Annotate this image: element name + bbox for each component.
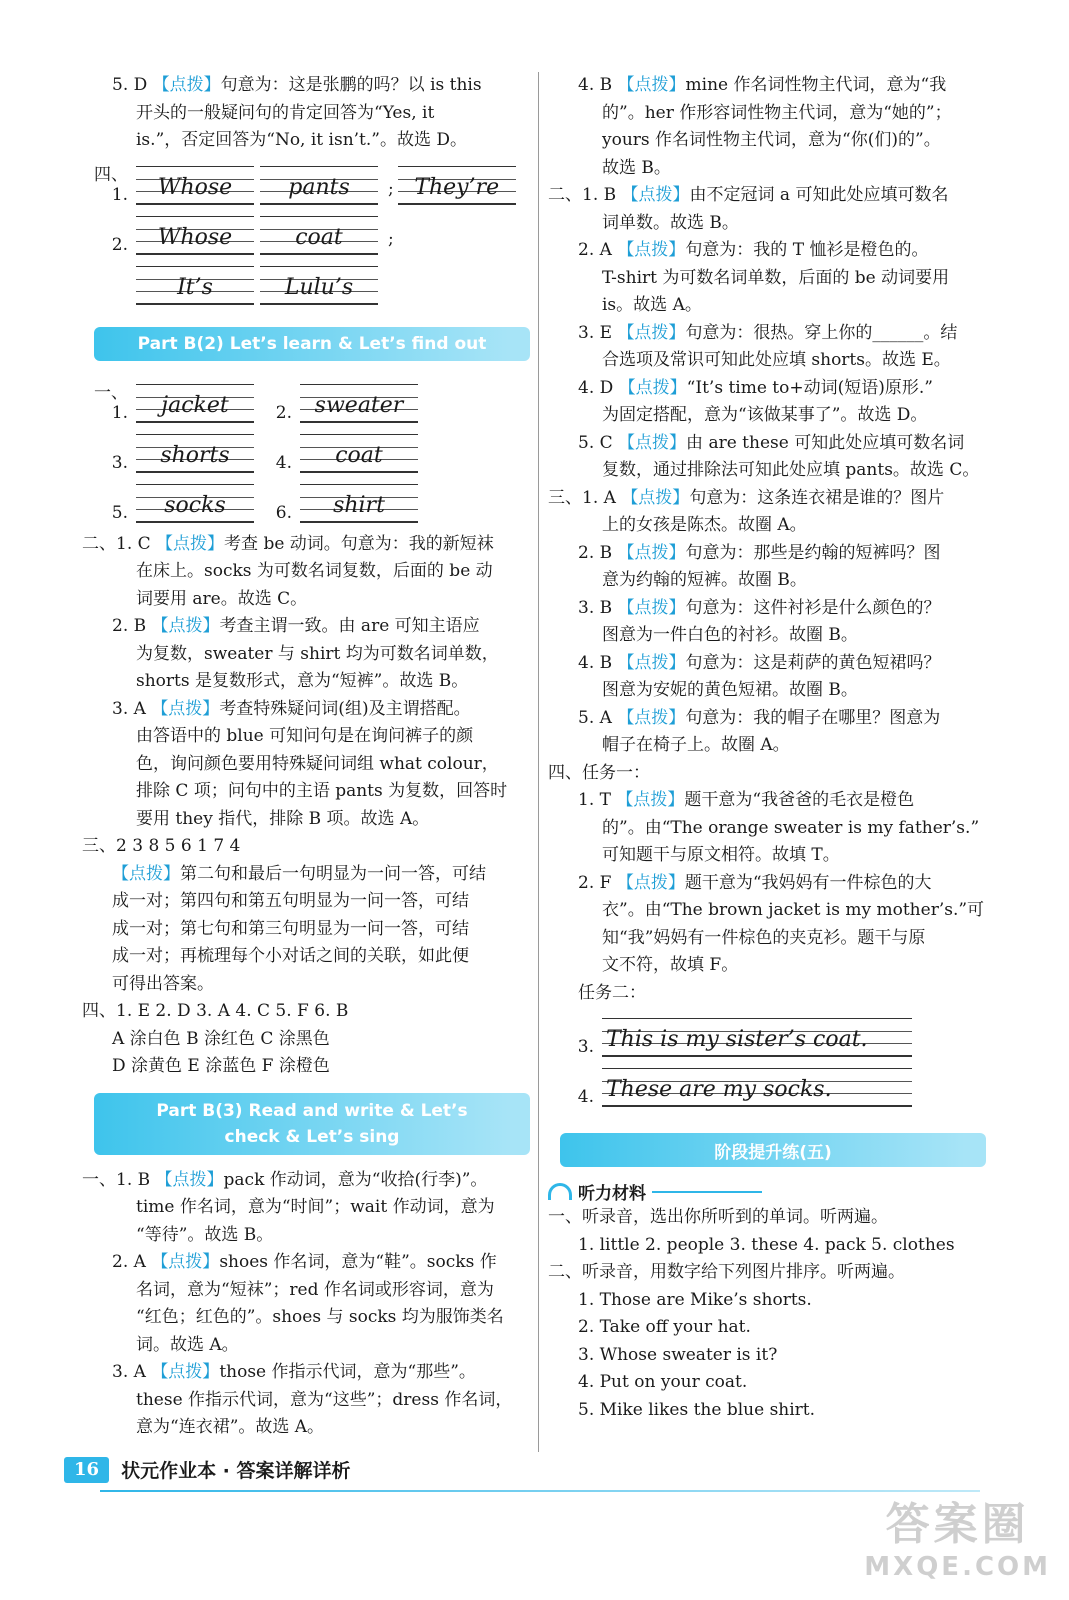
sentence-row: 3. This is my sister’s coat. [548,1007,986,1057]
answer-line: 三、1. A 【点拨】句意为：这条连衣裙是谁的？图片 [548,487,945,508]
writing-box: shirt [300,484,418,523]
answer-line: 2. A 【点拨】句意为：我的 T 恤衫是橙色的。 [578,240,929,260]
writing-box: pants [260,166,378,205]
writing-box: Lulu’s [260,266,378,305]
page-footer [64,1456,351,1483]
left-column: 5. D 【点拨】句意为：这是张鹏的吗？以 is this 开头的一般疑问句的肯定回答为“Yes, it is.”，否定回答为“No, it isn’t.”。故选 D。 四、1. Whose pants ; They’re 2. Whose coat ; It’s Lulu’s Part B(2) Let’s learn & Let’s find out 一、1. jacket 2. sweater 3. shorts 4. coat 5. socks 6. shirt 二、1. C 【点拨】考查 be 动词。句意为：我的新短袜 在床上。socks 为可数名词复数，后面的 be 动 词要用 are。故选 C。 2. B 【点拨】考查主谓一致。由 are 可知主语应 为复数，sweater 与 shirt 均为可数名词单数， shorts 是复数形式，意为“短裤”。故选 B。 3. A 【点拨】考查特殊疑问词(组)及主谓搭配。 由答语中的 blue 可知问句是在询问裤子的颜 色，询问颜色要用特殊疑问词组 what colour， 排除 C 项；问句中的主语 pants 为复数，回答时 要用 they 指代，排除 B 项。故选 A。 三、2 3 8 5 6 1 7 4 【点拨】第二句和最后一句明显为一问一答，可结 成一对；第四句和第五句明显为一问一答，可结 成一对；第七句和第三句明显为一问一答，可结 成一对；再梳理每个小对话之间的关联，如此便 可得出答案。 四、1. E 2. D 3. A 4. C 5. F 6. B A 涂白色 B 涂红色 C 涂黑色 D 涂黄色 E 涂蓝色 F 涂橙色 Part B(3) Read and write & Let’s check & Let’s sing 一、1. B 【点拨】pack 作动词，意为“收拾(行李)”。 time 作名词，意为“时间”；wait 作动词，意为 “等待”。故选 B。 2. A 【点拨】shoes 作名词，意为“鞋”。socks 作 名词，意为“短袜”；red 作名词或形容词，意为 “红色；红色的”。shoes 与 socks 均为服饰类名 词。故选 A。 3. A 【点拨】those 作指示代词，意为“那些”。 these 作指示代词，意为“这些”；dress 作名词， 意为“连衣裙”。故选 A。 [82,72,530,1442]
answer-line: 3. B 【点拨】句意为：这件衬衫是什么颜色的？ [578,597,941,618]
answer-line: 2. F 【点拨】题干意为“我妈妈有一件棕色的大 [578,872,932,893]
section-banner: Part B(3) Read and write & Let’s check & Let’s sing [94,1093,530,1155]
writing-box: Whose [136,166,254,205]
answer-line: 3. A 【点拨】考查特殊疑问词(组)及主谓搭配。 [112,698,471,719]
writing-box: sweater [300,384,418,423]
answer-line: 5. D 【点拨】句意为：这是张鹏的吗？以 is this [112,75,482,95]
column-divider [538,72,539,1452]
answer-line: is.”，否定回答为“No, it isn’t.”。故选 D。 [136,130,468,150]
writing-box: These are my socks. [602,1068,912,1107]
footer-line [100,1490,980,1492]
answer-line: 2. B 【点拨】考查主谓一致。由 are 可知主语应 [112,616,480,636]
answer-line: 【点拨】第二句和最后一句明显为一问一答，可结 [112,863,486,884]
writing-box: This is my sister’s coat. [602,1018,912,1057]
listening-line: 1. little 2. people 3. these 4. pack 5. clothes [578,1234,955,1255]
answer-line: 一、1. B 【点拨】pack 作动词，意为“收拾(行李)”。 [82,1169,488,1190]
answer-line: 二、1. C 【点拨】考查 be 动词。句意为：我的新短袜 [82,533,494,554]
answer-line: 2. B 【点拨】句意为：那些是约翰的短裤吗？图 [578,542,941,563]
writing-box: They’re [398,166,516,205]
answer-line: 4. B 【点拨】句意为：这是莉萨的黄色短裙吗？ [578,652,941,673]
page-number: 16 [64,1457,109,1483]
answer-line: 5. A 【点拨】句意为：我的帽子在哪里？图意为 [578,707,941,728]
sentence-row: 4. These are my socks. [548,1057,986,1107]
writing-box: socks [136,484,254,523]
writing-box: shorts [136,434,254,473]
answer-line: 2. A 【点拨】shoes 作名词，意为“鞋”。socks 作 [112,1252,497,1272]
writing-row: 2. Whose coat ; [82,205,530,255]
answer-line: 四、1. E 2. D 3. A 4. C 5. F 6. B [82,1001,349,1021]
writing-row: 四、1. Whose pants ; They’re [82,155,530,205]
writing-box: coat [300,434,418,473]
writing-box: coat [260,216,378,255]
answer-line: 二、1. B 【点拨】由不定冠词 a 可知此处应填可数名 [548,185,949,205]
vocab-row: 3. shorts 4. coat [82,423,530,473]
writing-box: jacket [136,384,254,423]
headphone-icon [548,1183,572,1200]
footer-title: 状元作业本 · 答案详解详析 [121,1460,351,1482]
writing-box: It’s [136,266,254,305]
watermark-logo: 答案圈 MXQE.COM [864,1499,1051,1582]
answer-line: 三、2 3 8 5 6 1 7 4 [82,836,241,856]
listening-line: 一、听录音，选出你所听到的单词。听两遍。 [548,1207,888,1227]
answer-line: 3. A 【点拨】those 作指示代词，意为“那些”。 [112,1362,476,1382]
answer-line: 4. D 【点拨】“It’s time to+动词(短语)原形.” [578,377,933,398]
writing-row [82,255,530,305]
section-banner: Part B(2) Let’s learn & Let’s find out [94,327,530,361]
listening-line: 二、听录音，用数字给下列图片排序。听两遍。 [548,1262,905,1282]
answer-line: 3. E 【点拨】句意为：很热。穿上你的______。结 [578,322,958,343]
answer-line: 开头的一般疑问句的肯定回答为“Yes, it [136,102,435,123]
answer-line: 1. T 【点拨】题干意为“我爸爸的毛衣是橙色 [578,790,915,810]
answer-line: 5. C 【点拨】由 are these 可知此处应填可数名词 [578,432,965,453]
section-banner: 阶段提升练(五) [560,1133,986,1167]
listening-header: 听力材料 [548,1179,986,1204]
right-column: 4. B 【点拨】mine 作名词性物主代词，意为“我 的”。her 作形容词性物主代词，意为“她的”； yours 作名词性物主代词，意为“你(们)的”。 故选 B。 二、1. B 【点拨】由不定冠词 a 可知此处应填可数名 词单数。故选 B。 2. A 【点拨】句意为：我的 T 恤衫是橙色的。 T-shirt 为可数名词单数，后面的 be 动词要用 is。故选 A。 3. E 【点拨】句意为：很热。穿上你的______。结 合选项及常识可知此处应填 shorts。故选 E。 4. D 【点拨】“It’s time to+动词(短语)原形.” 为固定搭配，意为“该做某事了”。故选 D。 5. C 【点拨】由 are these 可知此处应填可数名词 复数，通过排除法可知此处应填 pants。故选 C。 三、1. A 【点拨】句意为：这条连衣裙是谁的？图片 上的女孩是陈杰。故圈 A。 2. B 【点拨】句意为：那些是约翰的短裤吗？图 意为约翰的短裤。故圈 B。 3. B 【点拨】句意为：这件衬衫是什么颜色的？ 图意为一件白色的衬衫。故圈 B。 4. B 【点拨】句意为：这是莉萨的黄色短裙吗？ 图意为安妮的黄色短裙。故圈 B。 5. A 【点拨】句意为：我的帽子在哪里？图意为 帽子在椅子上。故圈 A。 四、任务一： 1. T 【点拨】题干意为“我爸爸的毛衣是橙色 的”。由“The orange sweater is my father’s.” 可知题干与原文相符。故填 T。 2. F 【点拨】题干意为“我妈妈有一件棕色的大 衣”。由“The brown jacket is my mother’s.”可 知“我”妈妈有一件棕色的夹克衫。题干与原 文不符，故填 F。 任务二： 3. This is my sister’s coat. 4. These are my socks. 阶段提升练(五) 听力材料 一、听录音，选出你所听到的单词。听两遍。 1. little 2. people 3. these 4. pack 5. clothes 二、听录音，用数字给下列图片排序。听两遍。 1. Those are Mike’s shorts. 2. Take off your hat. 3. Whose sweater is it? 4. Put on your coat. 5. Mike likes the blue shirt. [548,72,986,1424]
writing-box: Whose [136,216,254,255]
answer-line: 4. B 【点拨】mine 作名词性物主代词，意为“我 [578,75,947,95]
vocab-row: 一、1. jacket 2. sweater [82,373,530,423]
vocab-row: 5. socks 6. shirt [82,473,530,523]
